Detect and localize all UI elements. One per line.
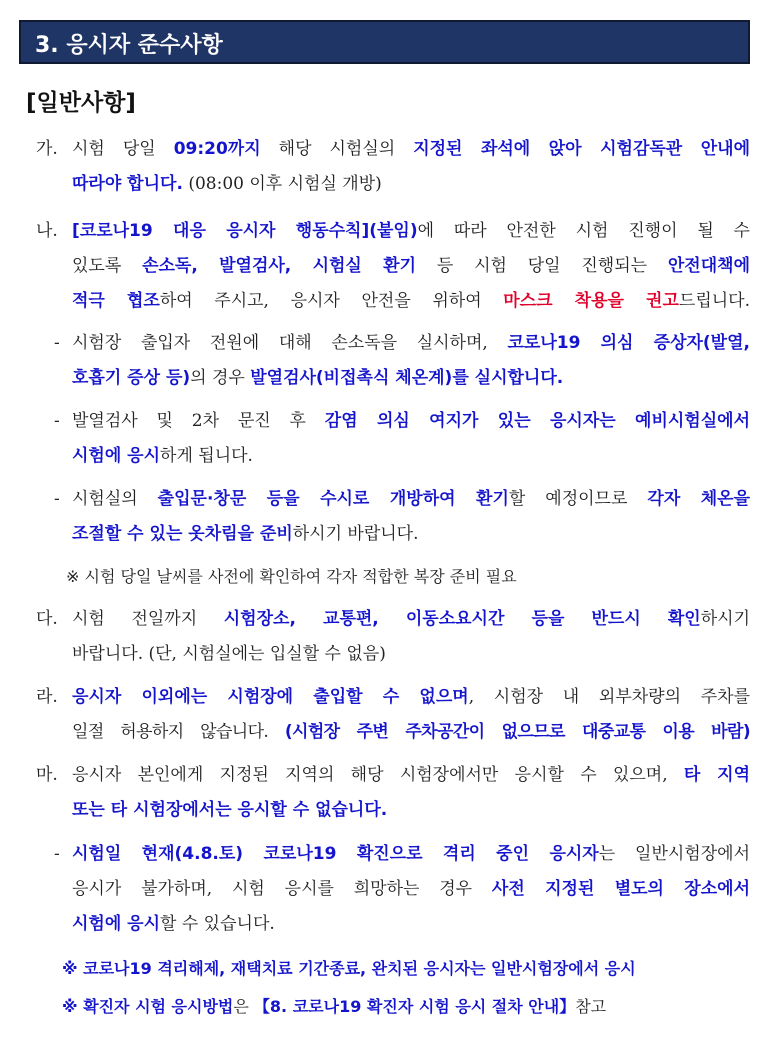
sub-item-marker: - — [54, 844, 60, 864]
item-marker: 가. — [36, 139, 58, 159]
sub-item-line: 발열검사 및 2차 문진 후 감염 의심 여지가 있는 응시자는 예비시험실에서 — [72, 411, 750, 431]
item-line: 따라야 합니다. (08:00 이후 시험실 개방) — [72, 174, 382, 194]
item-marker: 나. — [36, 221, 58, 241]
item-line: 바랍니다. (단, 시험실에는 입실할 수 없음) — [72, 644, 386, 664]
sub-item-line: 시험실의 출입문·창문 등을 수시로 개방하여 환기할 예정이므로 각자 체온을 — [72, 489, 750, 509]
sub-item-line: 시험일 현재(4.8.토) 코로나19 확진으로 격리 중인 응시자는 일반시험장에서 — [72, 844, 750, 864]
subsection-title: [일반사항] — [26, 90, 136, 116]
item-line: 응시자 본인에게 지정된 지역의 해당 시험장에서만 응시할 수 있으며, 타 지역 — [72, 765, 751, 785]
sub-item-marker: - — [54, 489, 60, 509]
section-header-bar — [19, 20, 750, 64]
item-line: 시험 당일 09:20까지 해당 시험실의 지정된 좌석에 앉아 시험감독관 안내에 — [72, 139, 750, 159]
sub-item-line: 시험에 응시하게 됩니다. — [72, 446, 253, 466]
item-line: 시험 전일까지 시험장소, 교통편, 이동소요시간 등을 반드시 확인하시기 — [72, 609, 750, 629]
sub-item-line: 조절할 수 있는 옷차림을 준비하시기 바랍니다. — [72, 524, 419, 544]
item-line: 또는 타 시험장에서는 응시할 수 없습니다. — [72, 800, 388, 820]
sub-item-marker: - — [54, 411, 60, 431]
item-line: 응시자 이외에는 시험장에 출입할 수 없으며, 시험장 내 외부차량의 주차를 — [72, 687, 750, 707]
item-line: 일절 허용하지 않습니다. (시험장 주변 주차공간이 없으므로 대중교통 이용 바람) — [72, 722, 750, 742]
sub-item-line: 시험에 응시할 수 있습니다. — [72, 914, 275, 934]
sub-item-line: 호흡기 증상 등)의 경우 발열검사(비접촉식 체온계)를 실시합니다. — [72, 368, 564, 388]
sub-item-line: 시험장 출입자 전원에 대해 손소독을 실시하며, 코로나19 의심 증상자(발열, — [72, 333, 750, 353]
section-title: 3. 응시자 준수사항 — [35, 33, 223, 58]
note: ※ 시험 당일 날씨를 사전에 확인하여 각자 적합한 복장 준비 필요 — [66, 567, 517, 586]
item-line: 적극 협조하여 주시고, 응시자 안전을 위하여 마스크 착용을 권고드립니다. — [72, 291, 750, 311]
sub-item-marker: - — [54, 333, 60, 353]
note-bold: ※ 코로나19 격리해제, 재택치료 기간종료, 완치된 응시자는 일반시험장에서 응시 — [62, 959, 636, 978]
note-reference: ※ 확진자 시험 응시방법은 【8. 코로나19 확진자 시험 응시 절차 안내】참고 — [62, 997, 607, 1016]
item-line: [코로나19 대응 응시자 행동수칙](붙임)에 따라 안전한 시험 진행이 될 수 — [72, 221, 750, 241]
sub-item-line: 응시가 불가하며, 시험 응시를 희망하는 경우 사전 지정된 별도의 장소에서 — [72, 879, 750, 899]
item-marker: 라. — [36, 687, 58, 707]
item-marker: 마. — [36, 765, 58, 785]
item-marker: 다. — [36, 609, 58, 629]
item-line: 있도록 손소독, 발열검사, 시험실 환기 등 시험 당일 진행되는 안전대책에 — [72, 256, 750, 276]
